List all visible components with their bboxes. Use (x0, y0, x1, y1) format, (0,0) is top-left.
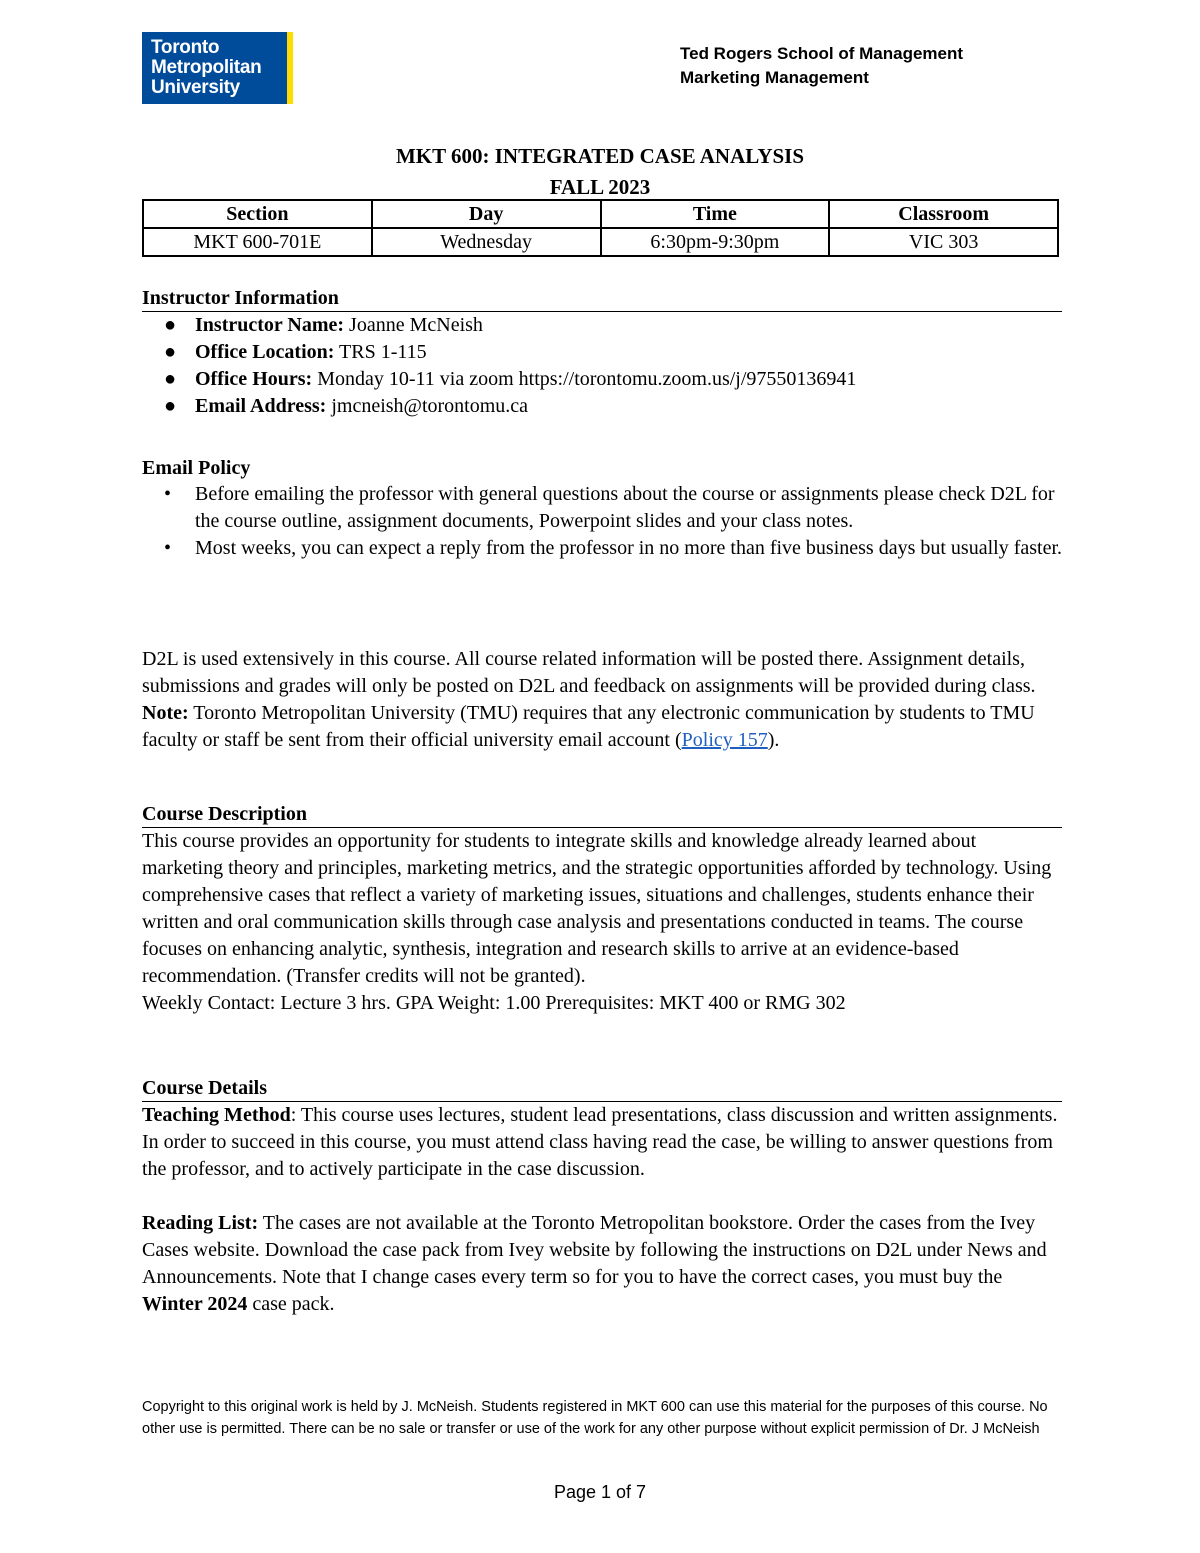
schedule-cell: 6:30pm-9:30pm (601, 228, 830, 256)
d2l-text: D2L is used extensively in this course. All course related information will be posted there. Assignment details, submissions and grades will only be posted on D2L and feedback on assignments will be provided during class. (142, 648, 1036, 697)
bullet-icon: ● (164, 341, 177, 363)
instructor-list (142, 312, 1062, 420)
item-label: Office Hours: (195, 368, 313, 390)
course-description-section (142, 801, 1062, 1017)
schedule-cell: VIC 303 (829, 228, 1058, 256)
schedule-header-row (143, 200, 1058, 228)
logo-line-1: Toronto (151, 37, 220, 58)
email-policy-section (142, 455, 1062, 562)
course-description-body: This course provides an opportunity for students to integrate skills and knowledge already learned about marketing theory and principles, marketing metrics, and the strategic opportunities afforded by technology. Using comprehensive cases that reflect a variety of marketing issues, situations and challenges, students enhance their written and oral communication skills through case analysis and presentations conducted in teams. The course focuses on enhancing analytic, synthesis, integration and research skills to arrive at an evidence-based recommendation. (Transfer credits will not be granted). (142, 830, 1052, 987)
copyright-notice: Copyright to this original work is held by J. McNeish. Students registered in MKT 600 can use this material for the purposes of this course. No other use is permitted. There can be no sale or transfer or use of the work for any other purpose without explicit permission of Dr. J McNeish (142, 1399, 1048, 1437)
teaching-text: This course uses lectures, student lead presentations, class discussion and written assignments. In order to succeed in this course, you must attend class having read the case, be willing to answer questions from the professor, and to actively participate in the case discussion. (142, 1104, 1058, 1180)
teaching-colon: : (290, 1104, 297, 1126)
teaching-method (142, 1102, 1062, 1183)
schedule-header-cell: Classroom (829, 200, 1058, 228)
bullet-icon: • (164, 537, 172, 559)
list-item (142, 481, 1062, 535)
item-value: TRS 1-115 (334, 341, 427, 363)
schedule-cell: Wednesday (372, 228, 601, 256)
logo-line-3: University (151, 77, 240, 98)
item-value: jmcneish@torontomu.ca (326, 395, 529, 417)
list-item (142, 393, 1062, 420)
schedule-header-cell: Day (372, 200, 601, 228)
reading-bold: Winter 2024 (142, 1293, 248, 1315)
bullet-icon: ● (164, 314, 177, 336)
logo-line-2: Metropolitan (151, 57, 262, 78)
page-number: Page 1 of 7 (553, 1482, 647, 1502)
page-header (680, 42, 963, 90)
item-label: Email Address: (195, 395, 327, 417)
d2l-paragraph (142, 646, 1042, 754)
teaching-label: Teaching Method (142, 1104, 291, 1126)
list-item (142, 366, 1062, 393)
d2l-text: Toronto Metropolitan University (TMU) requires that any electronic communication by students to TMU faculty or staff be sent from their official university email account ( (142, 702, 1035, 751)
item-label: Instructor Name: (195, 314, 345, 336)
policy-157-link[interactable]: Policy 157 (681, 729, 768, 751)
course-details-heading: Course Details (142, 1075, 1062, 1102)
schedule-header-cell: Section (143, 200, 372, 228)
schedule-row (143, 228, 1058, 256)
weekly-contact: Weekly Contact: Lecture 3 hrs. GPA Weight: 1.00 Prerequisites: MKT 400 or RMG 302 (142, 992, 846, 1014)
bullet-text: Before emailing the professor with general questions about the course or assignments please check D2L for the course outline, assignment documents, Powerpoint slides and your class notes. (195, 483, 1055, 532)
instructor-section (142, 285, 1062, 420)
reading-text: The cases are not available at the Toronto Metropolitan bookstore. Order the cases from the Ivey Cases website. Download the case pack from Ivey website by following the instructions on D2L under News and Announcements. Note that I change cases every term so for you to have the correct cases, you must buy the (142, 1212, 1047, 1288)
instructor-heading: Instructor Information (142, 285, 1062, 312)
department-name: Marketing Management (680, 68, 869, 87)
bullet-icon: • (164, 483, 172, 505)
email-policy-heading: Email Policy (142, 457, 251, 479)
reading-text: case pack. (247, 1293, 335, 1315)
reading-list (142, 1210, 1062, 1318)
list-item (142, 535, 1062, 562)
email-policy-list (142, 481, 1062, 562)
note-label: Note: (142, 702, 189, 724)
item-value: Monday 10-11 via zoom https://torontomu.zoom.us/j/97550136941 (312, 368, 857, 390)
school-name: Ted Rogers School of Management (680, 44, 964, 63)
course-title: MKT 600: INTEGRATED CASE ANALYSIS (395, 144, 805, 168)
bullet-icon: ● (164, 395, 177, 417)
d2l-text: ). (767, 729, 780, 751)
schedule-table (142, 199, 1059, 257)
course-term: FALL 2023 (549, 175, 651, 199)
bullet-text: Most weeks, you can expect a reply from the professor in no more than five business days but usually faster. (195, 537, 1063, 559)
list-item (142, 339, 1062, 366)
list-item (142, 312, 1062, 339)
reading-label: Reading List: (142, 1212, 259, 1234)
tmu-logo (142, 32, 287, 104)
item-label: Office Location: (195, 341, 335, 363)
logo-accent-bar (287, 32, 293, 104)
bullet-icon: ● (164, 368, 177, 390)
item-value: Joanne McNeish (344, 314, 483, 336)
course-details-section (142, 1075, 1062, 1318)
schedule-cell: MKT 600-701E (143, 228, 372, 256)
schedule-header-cell: Time (601, 200, 830, 228)
course-description-heading: Course Description (142, 801, 1062, 828)
